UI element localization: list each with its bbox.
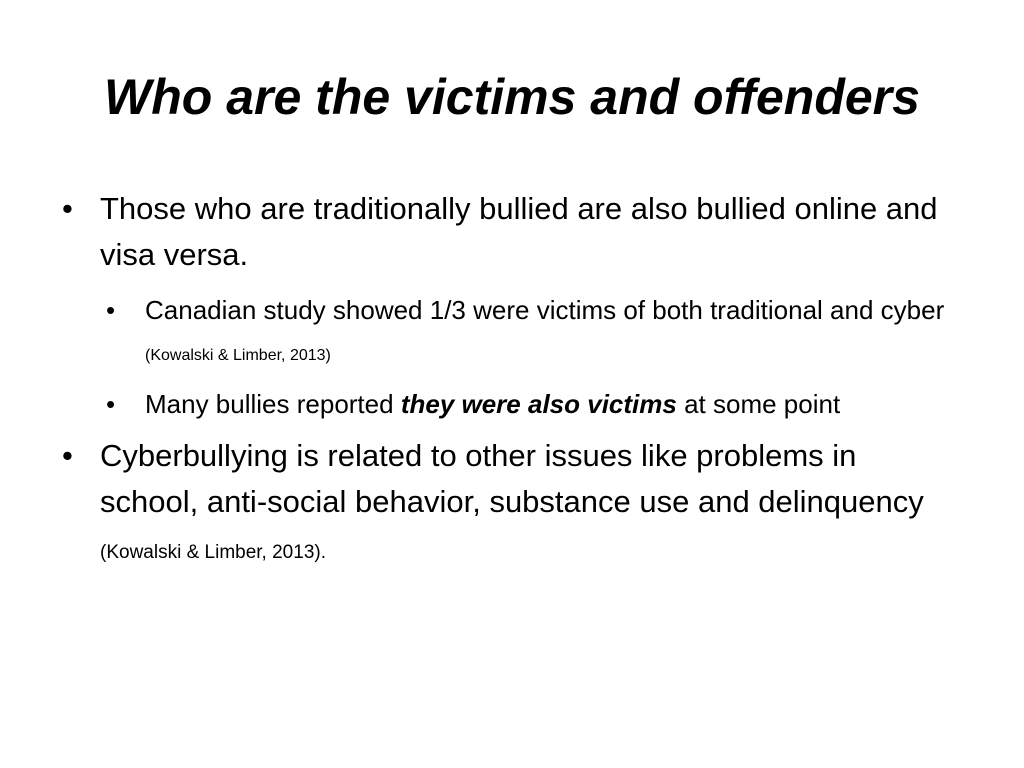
bullet-point-icon: • xyxy=(106,295,116,325)
bullet-point-icon: • xyxy=(62,438,73,473)
emphasized-text: they were also victims xyxy=(400,389,677,419)
bullet-text: Cyberbullying is related to other issues like problems in school, anti-social behavior, substance use and delinquency xyxy=(100,438,924,519)
bullet-point-icon: • xyxy=(62,191,73,226)
sub-bullet-text-after: at some point xyxy=(684,389,841,419)
bullet-point-icon: • xyxy=(106,389,116,419)
bullet-text: Those who are traditionally bullied are also bullied online and visa versa. xyxy=(100,191,938,272)
sub-bullet-text: Canadian study showed 1/3 were victims of both traditional and cyber xyxy=(145,295,945,325)
citation: (Kowalski & Limber, 2013). xyxy=(100,542,326,563)
sub-bullet-text-before: Many bullies reported xyxy=(145,389,394,419)
citation: (Kowalski & Limber, 2013) xyxy=(145,347,331,364)
bullet-item-1 xyxy=(62,186,962,278)
sub-bullet-item-2 xyxy=(62,384,962,425)
sub-bullet-list xyxy=(62,290,962,425)
slide-content xyxy=(62,186,962,588)
slide-title: Who are the victims and offenders xyxy=(104,69,920,125)
sub-bullet-item-1 xyxy=(62,290,962,376)
bullet-item-2 xyxy=(62,433,962,576)
